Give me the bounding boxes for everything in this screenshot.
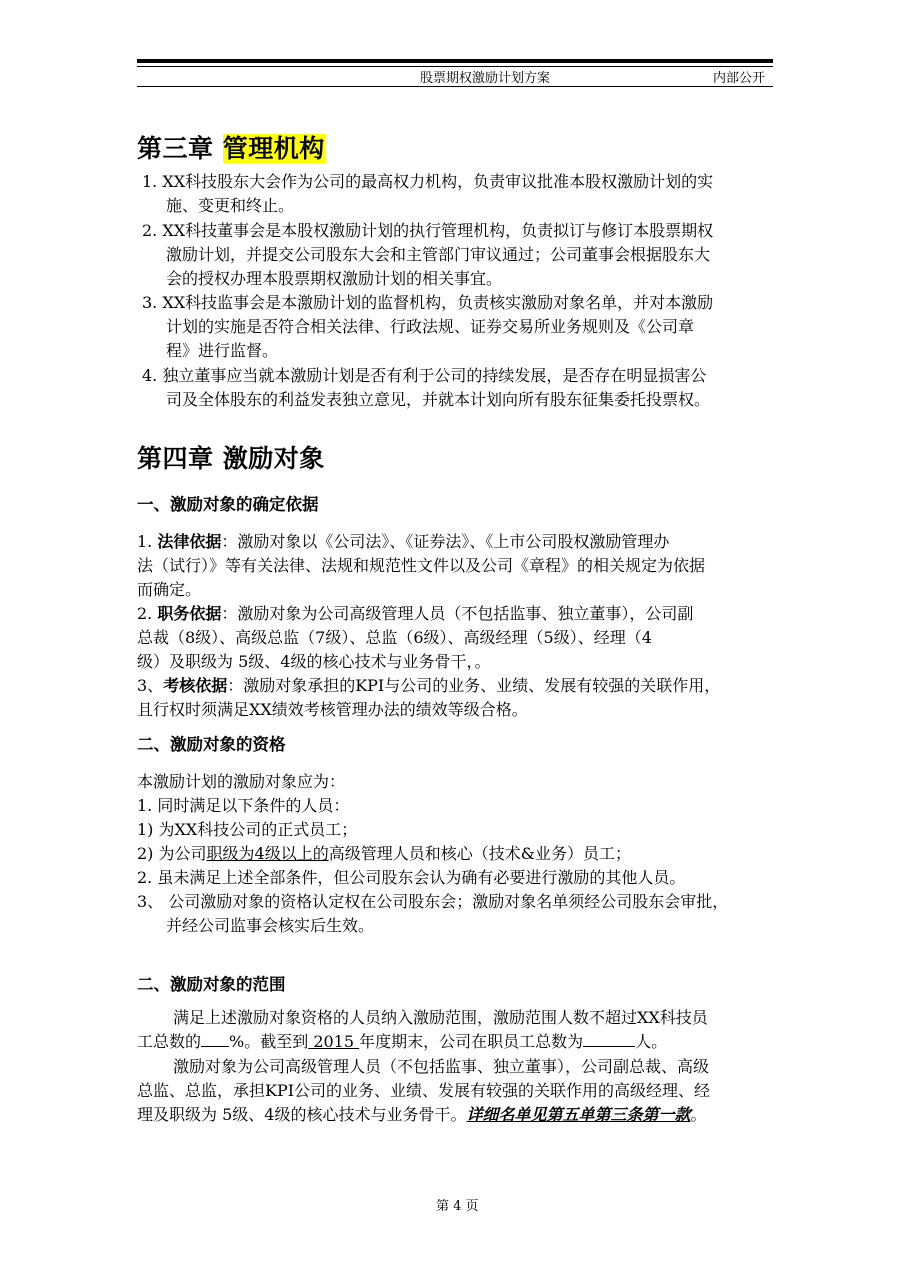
scope-text-a: 工总数的	[137, 1032, 202, 1051]
scope-year: 2015	[308, 1032, 360, 1051]
job-basis-line-2: 总裁（8级）、高级总监（7级）、总监（6级）、高级经理（5级）、经理（4	[137, 628, 652, 647]
job-basis-text: ：激励对象为公司高级管理人员（不包括监事、独立董事），公司副	[221, 604, 694, 623]
ch3-item-2-line-3: 会的授权办理本股票期权激励计划的相关事宜。	[166, 269, 503, 288]
chapter-3-heading	[137, 129, 325, 165]
job-basis-line-1	[137, 601, 693, 624]
ch3-item-1-line-2: 施、变更和终止。	[166, 196, 295, 215]
qualification-intro: 本激励计划的激励对象应为：	[137, 772, 346, 791]
condition-1b-prefix: 2) 为公司	[137, 844, 207, 863]
chapter-4-heading: 第四章 激励对象	[137, 444, 325, 473]
condition-1b-underlined: 职级为4级以上的	[206, 844, 329, 863]
chapter-3-prefix: 第三章	[137, 134, 223, 163]
qualification-condition-3-line-1: 3、 公司激励对象的资格认定权在公司股东会；激励对象名单须经公司股东会审批，	[137, 892, 729, 911]
qualification-condition-1: 1. 同时满足以下条件的人员：	[137, 796, 350, 815]
header-doc-title: 股票期权激励计划方案	[420, 71, 551, 86]
header-rule-thick	[137, 59, 773, 63]
scope-para-2-line-1: 激励对象为公司高级管理人员（不包括监事、独立董事），公司副总裁、高级	[173, 1057, 710, 1076]
section-scope-heading: 二、激励对象的范围	[137, 975, 286, 994]
scope-para-1-line-2	[137, 1029, 667, 1052]
header-divider	[137, 86, 773, 87]
ch3-item-3-line-3: 程》进行监督。	[166, 341, 279, 360]
law-basis-label: 法律依据	[157, 532, 222, 551]
scope-para-2-text: 理及职级为 5级、4级的核心技术与业务骨干。	[137, 1105, 467, 1124]
eval-basis-text: ：激励对象承担的KPI与公司的业务、业绩、发展有较强的关联作用，	[227, 676, 721, 695]
eval-basis-line-1	[137, 673, 720, 696]
scope-text-b: %。截至到	[229, 1032, 309, 1051]
law-basis-number: 1.	[137, 532, 153, 551]
qualification-condition-1a: 1) 为XX科技公司的正式员工；	[137, 820, 358, 839]
scope-para-2-line-3	[137, 1102, 706, 1125]
job-basis-line-3: 级）及职级为 5级、4级的核心技术与业务骨干，。	[137, 652, 491, 671]
eval-basis-line-2: 且行权时须满足XX绩效考核管理办法的绩效等级合格。	[137, 700, 528, 719]
page-number: 第 4 页	[436, 1199, 479, 1214]
scope-text-c: 年度期末，公司在职员工总数为	[359, 1032, 584, 1051]
eval-basis-number: 3、	[137, 676, 164, 695]
ch3-item-3-line-2: 计划的实施是否符合相关法律、行政法规、证券交易所业务规则及《公司章	[166, 317, 695, 336]
job-basis-label: 职务依据	[157, 604, 222, 623]
qualification-condition-2: 2. 虽未满足上述全部条件，但公司股东会认为确有必要进行激励的其他人员。	[137, 868, 686, 887]
ch3-item-4-line-1: 4. 独立董事应当就本激励计划是否有利于公司的持续发展，是否存在明显损害公	[142, 366, 707, 385]
percent-blank-field[interactable]	[201, 1030, 229, 1047]
ch3-item-1-line-1: 1. XX科技股东大会作为公司的最高权力机构，负责审议批准本股权激励计划的实	[142, 172, 714, 191]
law-basis-line-1	[137, 529, 669, 552]
ch3-item-4-line-2: 司及全体股东的利益发表独立意见，并就本计划向所有股东征集委托投票权。	[166, 390, 711, 409]
detailed-list-reference: 详细名单见第五单第三条第一款	[466, 1105, 691, 1124]
ch3-item-2-line-2: 激励计划，并提交公司股东大会和主管部门审议通过；公司董事会根据股东大	[166, 245, 711, 264]
scope-para-1-line-1: 满足上述激励对象资格的人员纳入激励范围，激励范围人数不超过XX科技员	[173, 1008, 708, 1027]
chapter-3-title-highlight: 管理机构	[222, 134, 325, 163]
ch3-item-3-line-1: 3. XX科技监事会是本激励计划的监督机构，负责核实激励对象名单，并对本激励	[142, 293, 714, 312]
qualification-condition-1b	[137, 841, 631, 864]
section-qualification-heading: 二、激励对象的资格	[137, 735, 286, 754]
law-basis-text: ：激励对象以《公司法》、《证券法》、《上市公司股权激励管理办	[221, 532, 670, 551]
job-basis-number: 2.	[137, 604, 153, 623]
header-classification: 内部公开	[713, 71, 766, 86]
scope-text-d: 人。	[635, 1032, 668, 1051]
scope-para-2-end: 。	[690, 1105, 707, 1124]
eval-basis-label: 考核依据	[163, 676, 228, 695]
law-basis-line-3: 而确定。	[137, 580, 202, 599]
employee-count-blank-field[interactable]	[583, 1030, 635, 1047]
section-basis-heading: 一、激励对象的确定依据	[137, 495, 319, 514]
condition-1b-suffix: 高级管理人员和核心（技术&业务）员工；	[328, 844, 631, 863]
qualification-condition-3-line-2: 并经公司监事会核实后生效。	[166, 916, 375, 935]
law-basis-line-2: 法（试行）》等有关法律、法规和规范性文件以及公司《章程》的相关规定为依据	[137, 556, 706, 575]
ch3-item-2-line-1: 2. XX科技董事会是本股权激励计划的执行管理机构，负责拟订与修订本股票期权	[142, 221, 714, 240]
scope-para-2-line-2: 总监、总监，承担KPI公司的业务、业绩、发展有较强的关联作用的高级经理、经	[137, 1081, 711, 1100]
